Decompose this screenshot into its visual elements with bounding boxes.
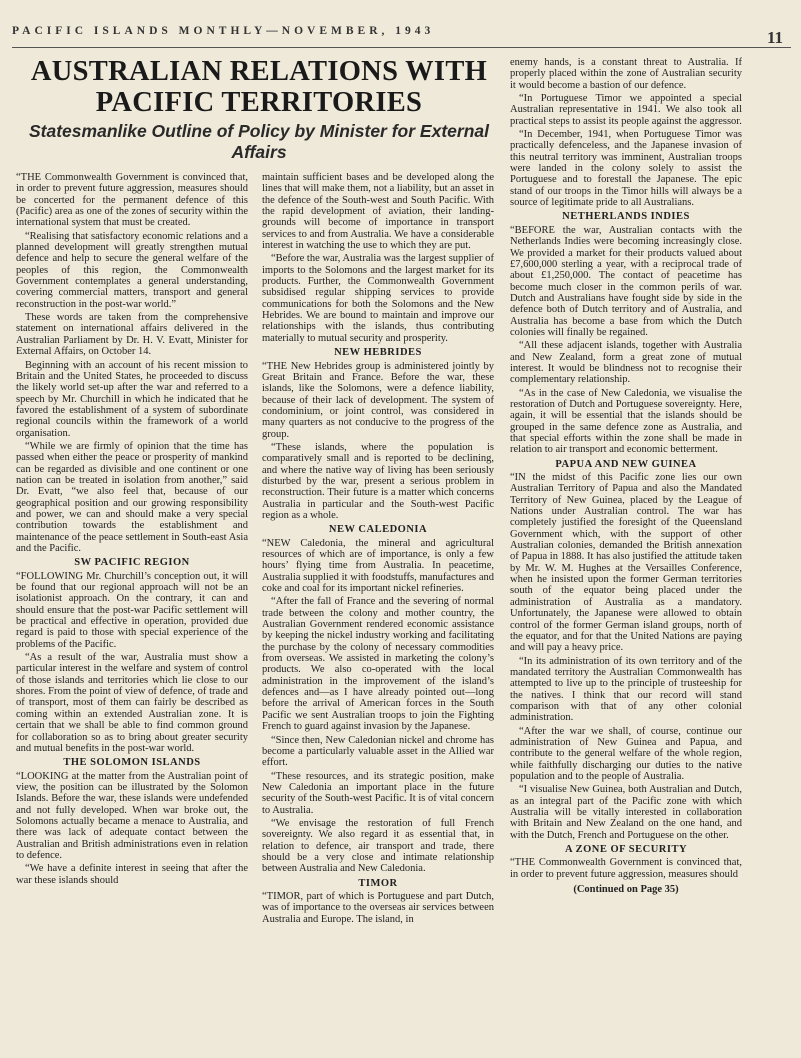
paragraph: “THE New Hebrides group is administered jointly by Great Britain and France. Before the war, these islands, like the Solomons, were a defence liability, because of their lack of development. The system of condominium, or joint control, was considered in many quarters as not conducive to the progress of the group. — [262, 360, 494, 440]
running-head: PACIFIC ISLANDS MONTHLY—NOVEMBER, 1943 — [12, 25, 435, 37]
paragraph: “Realising that satisfactory economic relations and a planned development will greatly strengthen mutual defence and help to secure the general welfare of the peoples of this region, the Commonwealth Government contemplates a general understanding, covering commercial matters, transport and general reconstruction in the post-war world.” — [16, 230, 248, 310]
paragraph: Beginning with an account of his recent mission to Britain and the United States, he proceeded to discuss the likely world set-up after the war and referred to a speech by Mr. Churchill in which he indicated that he favored the establishment of a system of subordinate regional councils within the framework of a world organisation. — [16, 359, 248, 439]
section-heading: NEW CALEDONIA — [328, 524, 428, 536]
paragraph: “In Portuguese Timor we appointed a special Australian representative in 1941. We also took all practical steps to assist its people against the aggressor. — [510, 93, 742, 127]
paragraph: maintain sufficient bases and be developed along the lines that will make them, not a liability, but an asset in the defence of the South-west and South Pacific. With the rapid development of aviation, their landing-grounds will become of importance in transport services to and from Australia. We have a considerable interest in watching the use to which they are put. — [262, 172, 494, 252]
paragraph: “THE Commonwealth Government is convinced that, in order to prevent future aggression, measures should — [510, 857, 742, 880]
paragraph: “We envisage the restoration of full French sovereignty. We also regard it as essential that, in relation to defence, air transport and trade, there should be a very close and intimate relationship between Australia and New Caledonia. — [262, 817, 494, 875]
paragraph: “All these adjacent islands, together with Australia and New Zealand, form a great zone of mutual interest. It would be blindness not to recognise their complementary relationship. — [510, 340, 742, 386]
text-column-2 — [262, 172, 494, 1052]
paragraph: “THE Commonwealth Government is convinced that, in order to prevent future aggression, measures should be concerted for the permanent defence of this (Pacific) area as one of the zones of security within the international system that must be created. — [16, 172, 248, 229]
page-number: 11 — [766, 28, 783, 47]
text-column-1 — [16, 172, 248, 1052]
paragraph: enemy hands, is a constant threat to Australia. If properly placed within the zone of Australian security it would become a bastion of our defence. — [510, 57, 742, 91]
article-title: AUSTRALIAN RELATIONS WITH PACIFIC TERRITORIES — [30, 56, 488, 118]
paragraph: “LOOKING at the matter from the Australian point of view, the position can be illustrated by the Solomon Islands. Before the war, these islands were undefended and not fully developed. When war broke out, the Solomons actually became a menace to Australia, and there was lack of adequate contact between the Australian and British administrations even in relation to defence. — [16, 770, 248, 861]
paragraph: “In its administration of its own territory and of the mandated territory the Australian Commonwealth has attempted to live up to the principle of trusteeship for the natives. I think that our record will stand comparison with that of any other colonial administration. — [510, 655, 742, 724]
paragraph: “NEW Caledonia, the mineral and agricultural resources of which are of importance, is only a few hours’ flying time from Australia. In peacetime, Australia supplied it with foodstuffs, manufactures and coke and coal for its important nickel refineries. — [262, 537, 494, 595]
paragraph: “After the fall of France and the severing of normal trade between the colony and mother country, the Australian Government rendered economic assistance by keeping the nickel industry working and facilitating the purchase by the colony of necessary commodities from overseas. We assisted in marketing the colony’s products. We also co-operated with the local administration in the improvement of the island’s defences and—as I have already pointed out—long before the arrival of American forces in the South Pacific we sent Australian troops to join the Fighting French to guard against invasion by the Japanese. — [262, 596, 494, 733]
paragraph: “As a result of the war, Australia must show a particular interest in the welfare and system of control of those islands and territories which lie close to our shores. From the point of view of defence, of trade and of transport, most of them can fairly be described as coming within an extended Australian zone. It is certain that we shall be able to find common ground for collaboration so as to bring about greater security and mutual benefits in the post-war world. — [16, 652, 248, 754]
section-heading: THE SOLOMON ISLANDS — [63, 757, 201, 769]
section-heading: NETHERLANDS INDIES — [562, 211, 690, 223]
paragraph: “We have a definite interest in seeing that after the war these islands should — [16, 863, 248, 886]
section-heading: NEW HEBRIDES — [334, 347, 422, 359]
paragraph: “Since then, New Caledonian nickel and chrome has become a particularly valuable asset in the Allied war effort. — [262, 734, 494, 769]
section-heading: SW PACIFIC REGION — [74, 557, 190, 569]
paragraph: “After the war we shall, of course, continue our administration of New Guinea and Papua, and contribute to the general welfare of the whole region, while faithfully discharging our duties to the native population and to the people of Australia. — [510, 725, 742, 782]
section-heading: A ZONE OF SECURITY — [564, 844, 688, 856]
paragraph: “These islands, where the population is comparatively small and is reported to be declining, and where the native way of living has been seriously disturbed by the war, present a serious problem in reconstruction. Their future is a matter which concerns Australia in particular and the South-west Pacific region as a whole. — [262, 441, 494, 521]
paragraph: These words are taken from the comprehensive statement on international affairs delivered in the Australian Parliament by Dr. H. V. Evatt, Minister for External Affairs, on October 14. — [16, 312, 248, 358]
section-heading: PAPUA AND NEW GUINEA — [555, 458, 697, 470]
paragraph: “Before the war, Australia was the largest supplier of imports to the Solomons and the largest market for its products. Further, the Commonwealth Government subsidised regular shipping services to provide communications for both the Solomons and the New Hebrides. We are bound to maintain and improve our relationships with the islands, thus contributing materially to mutual security and prosperity. — [262, 253, 494, 344]
paragraph: “BEFORE the war, Australian contacts with the Netherlands Indies were becoming increasingly close. We provided a market for their products valued about £7,600,000 sterling a year, with a reciprocal trade of about £1,250,000. The contact of peacetime has become much closer in the common perils of war. Dutch and Australians have fought side by side in the defence both of Dutch territory and of Australia, and Australia has become a base from which the Dutch colonies will finally be regained. — [510, 224, 742, 338]
continued-note: (Continued on Page 35) — [573, 884, 679, 896]
paragraph: “While we are firmly of opinion that the time has passed when either the peace or prosperity of mankind can be regarded as divisible and one continent or one nation can be treated in isolation from another,” said Dr. Evatt, “we also feel that, because of our geographical position and our growing responsibility and power, we can and should make a very special contribution towards the establishment and maintenance of the peace settlement in South-east Asia and the Pacific. — [16, 440, 248, 554]
paragraph: “IN the midst of this Pacific zone lies our own Australian Territory of Papua and also the Mandated Territory of New Guinea, placed by the League of Nations under Australian control. The war has completely justified the foresight of the Queensland Government which, with the support of other Australian colonies, demanded the British annexation of Papua in 1888. It has also justified the attitude taken by Mr. W. M. Hughes at the Versailles Conference, when he insisted upon the former German territories south of the equator being placed under the administration of Australia as a mandatory. Unfortunately, the Japanese were allowed to obtain control of the former German island groups, north of the equator, and for that the United Nations are paying and will pay a heavy price. — [510, 472, 742, 654]
header-rule — [12, 47, 791, 48]
text-column-3 — [510, 57, 742, 1052]
paragraph: “TIMOR, part of which is Portuguese and part Dutch, was of importance to the overseas air services between Australia and Europe. The island, in — [262, 890, 494, 925]
article-subtitle: Statesmanlike Outline of Policy by Minister for External Affairs — [29, 121, 489, 162]
paragraph: “I visualise New Guinea, both Australian and Dutch, as an integral part of the Pacific zone with which Australia will be vitally interested in collaboration with Britain and New Zealand on the one hand, and with the Dutch, French and Portuguese on the other. — [510, 784, 742, 841]
paragraph: “As in the case of New Caledonia, we visualise the restoration of Dutch and Portuguese sovereignty. Here, again, it will be essential that the islands should be grouped in the same defence zone as Australia, and that special efforts within the zone shall be made in relation to air transport and economic betterment. — [510, 387, 742, 456]
section-heading: TIMOR — [358, 877, 398, 889]
paragraph: “FOLLOWING Mr. Churchill’s conception out, it will be found that our regional approach will not be an isolationist approach. On the contrary, it can and should ensure that the post-war Pacific settlement will be practical and effective in operation, provided due regard is paid to those with special experience of the problems of the Pacific. — [16, 570, 248, 650]
paragraph: “These resources, and its strategic position, make New Caledonia an important place in the future security of the South-west Pacific. It is of vital concern to Australia. — [262, 770, 494, 816]
paragraph: “In December, 1941, when Portuguese Timor was practically defenceless, and the Japanese invasion of this neutral territory was imminent, Australian troops were landed in the colony solely to assist the Portuguese and to forestall the Japanese. The epic stand of our troops in the Timor hills will always be a source of legitimate pride to all Australians. — [510, 129, 742, 209]
